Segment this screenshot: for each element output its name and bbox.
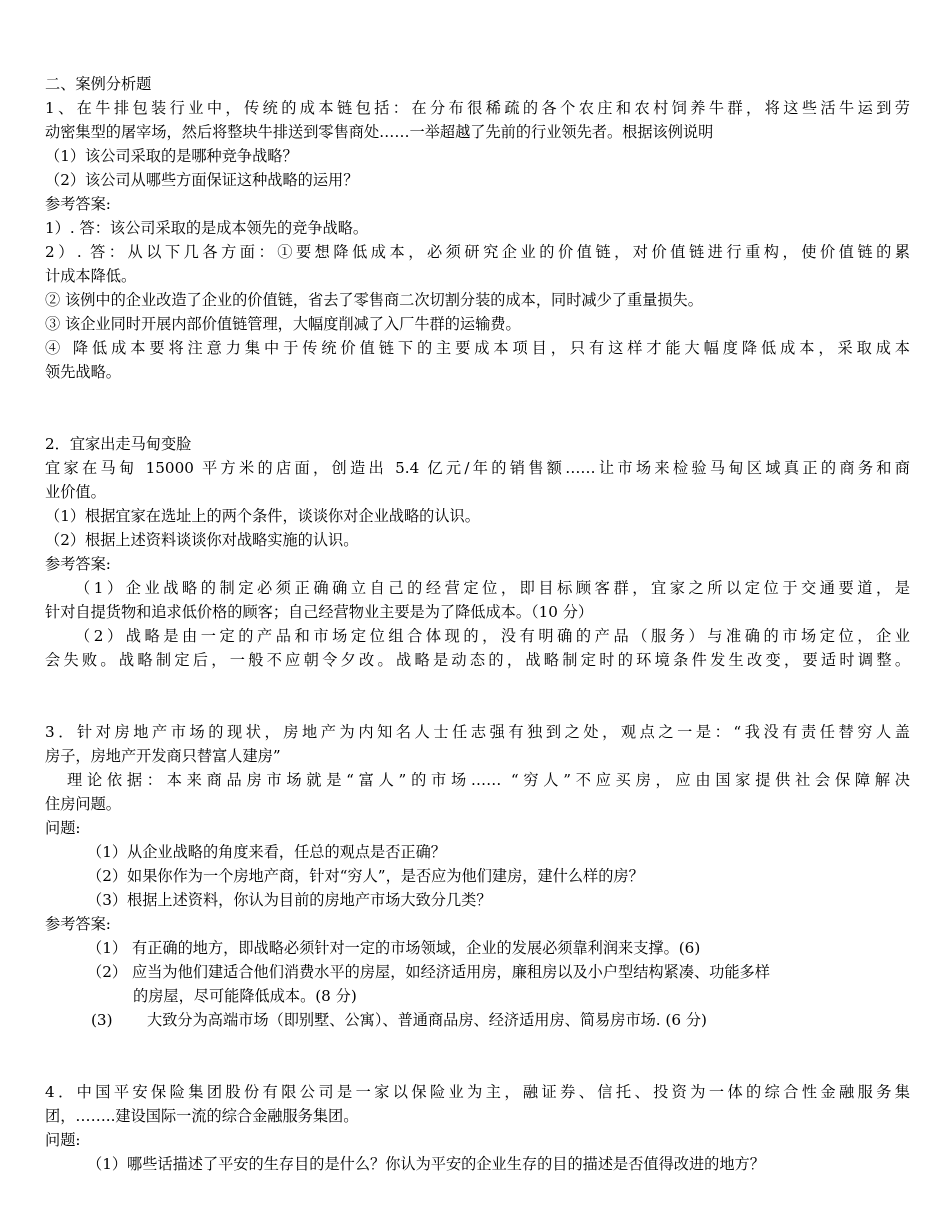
- q3-reference-label: 参考答案:: [45, 915, 111, 933]
- q3-text-line1: 3．针对房地产市场的现状，房地产为内知名人士任志强有独到之处，观点之一是：“我没有责任替穷人盖: [45, 723, 910, 741]
- q2-answer-2-line1: （2）战略是由一定的产品和市场定位组合体现的，没有明确的产品（服务）与准确的市场定位，企业: [75, 627, 910, 645]
- q3-basis-line1: 理论依据：本来商品房市场就是“富人”的市场…… “穷人”不应买房，应由国家提供社会保障解决: [67, 771, 910, 789]
- q1-sub-question-2: （2）该公司从哪些方面保证这种战略的运用？: [45, 171, 359, 189]
- q2-title: 2．宜家出走马甸变脸: [45, 435, 192, 453]
- q3-answer-2: [45, 960, 910, 984]
- q3-sub-question-3: （3）根据上述资料，你认为目前的房地产市场大致分几类？: [87, 891, 492, 909]
- q2-sub-question-2: （2）根据上述资料谈谈你对战略实施的认识。: [45, 531, 359, 549]
- q4-text-line2: 团，……..建设国际一流的综合金融服务集团。: [45, 1107, 359, 1125]
- q4-text-line1: 4．中国平安保险集团股份有限公司是一家以保险业为主，融证券、信托、投资为一体的综合性金融服务集: [45, 1083, 910, 1101]
- q3-answer-3: [45, 1008, 910, 1032]
- q3-text-line2: 房子，房地产开发商只替富人建房”: [45, 747, 281, 765]
- q1-text-line1: 1、在牛排包装行业中，传统的成本链包括：在分布很稀疏的各个农庄和农村饲养牛群，将这些活牛运到劳: [45, 99, 910, 117]
- q3-answer-2-number: （2）: [87, 963, 128, 981]
- q3-answer-1: [45, 936, 910, 960]
- q4-question-label: 问题:: [45, 1131, 81, 1149]
- q1-answer-3: ② 该例中的企业改造了企业的价值链，省去了零售商二次切割分装的成本，同时减少了重量损失。: [45, 291, 703, 309]
- document-body: [45, 72, 910, 1176]
- q2-answer-2-line2: 会失败。战略制定后，一般不应朝令夕改。战略是动态的，战略制定时的环境条件发生改变，要适时调整。: [45, 651, 910, 669]
- q1-reference-label: 参考答案:: [45, 195, 111, 213]
- section-heading: 二、案例分析题: [45, 75, 152, 93]
- q2-reference-label: 参考答案:: [45, 555, 111, 573]
- q1-answer-2-line1: 2）. 答：从以下几各方面：①要想降低成本，必须研究企业的价值链，对价值链进行重构，使价值链的累: [45, 243, 910, 261]
- q1-answer-2-line2: 计成本降低。: [45, 267, 137, 285]
- q1-answer-4: ③ 该企业同时开展内部价值链管理，大幅度削减了入厂牛群的运输费。: [45, 315, 521, 333]
- q3-answer-3-number: (3): [91, 1011, 113, 1029]
- q3-basis-line2: 住房问题。: [45, 795, 121, 813]
- q3-sub-question-2: （2）如果你作为一个房地产商，针对“穷人”，是否应为他们建房，建什么样的房？: [87, 867, 644, 885]
- q3-question-label: 问题:: [45, 819, 81, 837]
- q3-answer-3-text: 大致分为高端市场（即别墅、公寓）、普通商品房、经济适用房、简易房市场. (6 分): [147, 1011, 707, 1029]
- q1-answer-1: 1）. 答：该公司采取的是成本领先的竞争战略。: [45, 219, 369, 237]
- q1-answer-5-line2: 领先战略。: [45, 363, 121, 381]
- q2-text-line1: 宜家在马甸 15000 平方米的店面，创造出 5.4 亿元/年的销售额……让市场来检验马甸区域真正的商务和商: [45, 459, 910, 477]
- q2-answer-1-line2: 针对自提货物和追求低价格的顾客；自己经营物业主要是为了降低成本。（10 分）: [45, 603, 594, 621]
- q1-sub-question-1: （1）该公司采取的是哪种竞争战略？: [45, 147, 298, 165]
- q1-text-line2: 动密集型的屠宰场，然后将整块牛排送到零售商处……一举超越了先前的行业领先者。根据该例说明: [45, 123, 714, 141]
- q1-answer-5-line1: ④ 降低成本要将注意力集中于传统价值链下的主要成本项目，只有这样才能大幅度降低成本，采取成本: [45, 339, 910, 357]
- q3-answer-1-number: （1）: [87, 939, 128, 957]
- q3-answer-2-text: 应当为他们建适合他们消费水平的房屋，如经济适用房，廉租房以及小户型结构紧凑、功能多样: [132, 963, 770, 981]
- q3-sub-question-1: （1）从企业战略的角度来看，任总的观点是否正确？: [87, 843, 446, 861]
- q2-text-line2: 业价值。: [45, 483, 106, 501]
- q3-answer-1-text: 有正确的地方，即战略必须针对一定的市场领域，企业的发展必须靠利润来支撑。(6): [132, 939, 701, 957]
- q4-sub-question-1: （1）哪些话描述了平安的生存目的是什么？你认为平安的企业生存的目的描述是否值得改进的地方？: [87, 1155, 765, 1173]
- q2-sub-question-1: （1）根据宜家在选址上的两个条件，谈谈你对企业战略的认识。: [45, 507, 480, 525]
- q2-answer-1-line1: （1）企业战略的制定必须正确确立自己的经营定位，即目标顾客群，宜家之所以定位于交通要道，是: [75, 579, 910, 597]
- q3-answer-2-line2: 的房屋，尽可能降低成本。(8 分): [133, 987, 357, 1005]
